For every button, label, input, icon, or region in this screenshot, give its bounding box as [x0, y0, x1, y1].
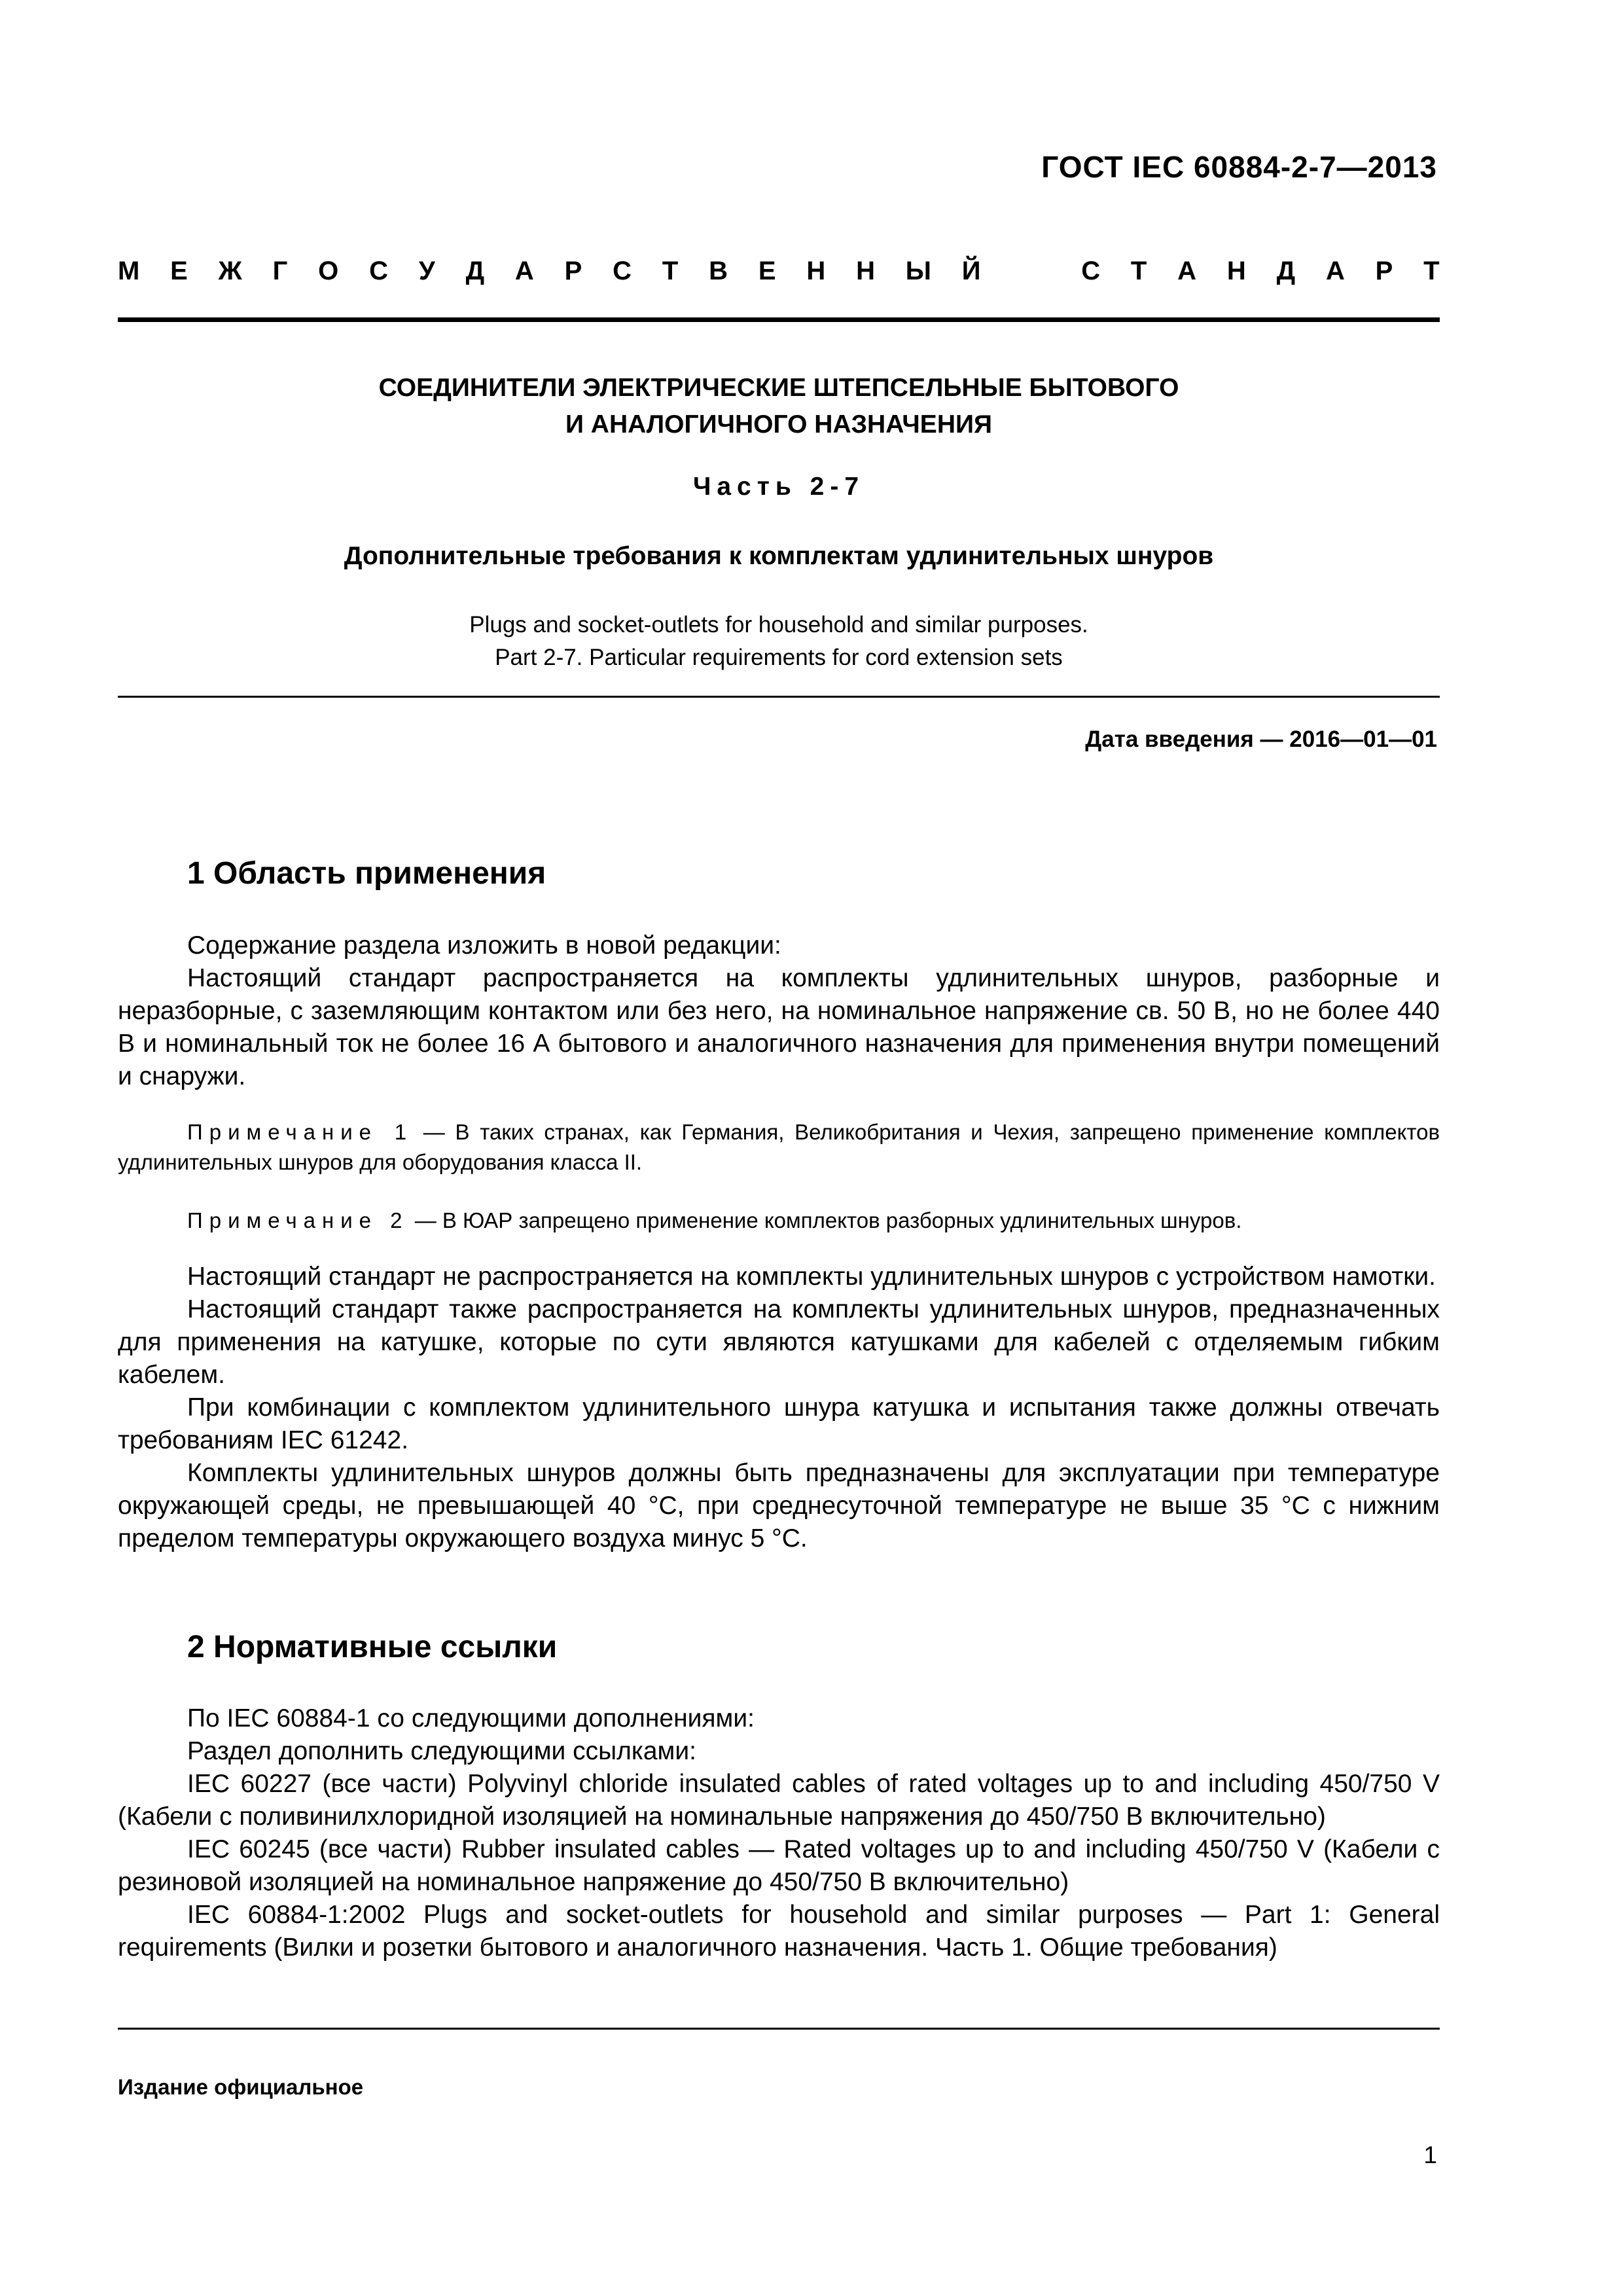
note-2	[118, 1206, 1440, 1236]
banner-letter: М	[118, 257, 140, 285]
banner-letter: В	[709, 257, 728, 285]
paragraph: IEC 60245 (все части) Rubber insulated cables — Rated voltages up to and including 450/750 V (Кабели с резиновой изоляцией на номинальное напряжение до 450/750 В включительно)	[118, 1835, 1440, 1896]
banner-letter: С	[369, 257, 389, 285]
section-1-body-continued	[118, 1261, 1440, 1555]
banner-letter: Т	[662, 257, 679, 285]
banner-letter: А	[1325, 257, 1345, 285]
section-2-heading: 2 Нормативные ссылки	[187, 1630, 558, 1664]
banner-letter: Е	[758, 257, 776, 285]
title-line-2: И АНАЛОГИЧНОГО НАЗНАЧЕНИЯ	[565, 410, 993, 439]
banner-letter: Р	[1375, 257, 1393, 285]
note-1	[118, 1117, 1440, 1177]
banner-letter: Т	[1130, 257, 1147, 285]
banner-letter: С	[613, 257, 632, 285]
footer-divider	[118, 2028, 1440, 2030]
note-label: Примечание 1	[187, 1120, 414, 1144]
paragraph: Настоящий стандарт не распространяется на комплекты удлинительных шнуров с устройством намотки.	[187, 1263, 1436, 1291]
part-label: Часть 2-7	[692, 473, 865, 501]
banner-word-gap	[1011, 257, 1050, 286]
official-edition-label: Издание официальное	[118, 2075, 364, 2099]
section-2-body	[118, 1702, 1440, 1964]
banner-letter: Й	[961, 257, 981, 285]
page-number: 1	[1423, 2142, 1437, 2168]
banner-letter: Ы	[905, 257, 931, 285]
banner-letter: У	[418, 257, 435, 285]
banner-letter: Т	[1423, 257, 1440, 285]
paragraph: По IEC 60884-1 со следующими дополнениями:	[187, 1704, 755, 1732]
banner-letter: Г	[272, 257, 288, 285]
banner-letter: Н	[1226, 257, 1246, 285]
banner-letter: О	[318, 257, 339, 285]
note-text: — В таких странах, как Германия, Великобритания и Чехия, запрещено применение комплектов удлинительных шнуров для оборудования класса II.	[118, 1120, 1440, 1174]
banner-letter: Е	[170, 257, 188, 285]
subtitle-english	[118, 609, 1440, 674]
paragraph: Настоящий стандарт распространяется на комплекты удлинительных шнуров, разборные и неразборные, с заземляющим контактом или без него, на номинальное напряжение св. 50 В, но не более 440 В и номинальный ток не более 16 А бытового и аналогичного назначения для применения внутри помещений и снаружи.	[118, 964, 1440, 1090]
banner-letter: Д	[1276, 257, 1296, 285]
banner-letter: Н	[856, 257, 875, 285]
document-number: ГОСТ IEC 60884-2-7—2013	[1041, 150, 1437, 184]
interstate-standard-banner	[118, 257, 1440, 286]
document-title	[118, 370, 1440, 443]
note-label: Примечание 2	[187, 1208, 409, 1232]
introduction-date: Дата введения — 2016—01—01	[1085, 726, 1437, 752]
banner-letter: Н	[806, 257, 826, 285]
section-1-body	[118, 929, 1440, 1093]
note-text: — В ЮАР запрещено применение комплектов разборных удлинительных шнуров.	[414, 1208, 1242, 1232]
paragraph: При комбинации с комплектом удлинительного шнура катушка и испытания также должны отвечать требованиям IEC 61242.	[118, 1393, 1440, 1454]
paragraph: IEC 60227 (все части) Polyvinyl chloride insulated cables of rated voltages up to and including 450/750 V (Кабели с поливинилхлоридной изоляцией на номинальные напряжения до 450/750 В включительно)	[118, 1770, 1440, 1831]
title-line-1: СОЕДИНИТЕЛИ ЭЛЕКТРИЧЕСКИЕ ШТЕПСЕЛЬНЫЕ БЫТОВОГО	[378, 374, 1179, 402]
paragraph: Комплекты удлинительных шнуров должны быть предназначены для эксплуатации при температуре окружающей среды, не превышающей 40 °С, при среднесуточной температуре не выше 35 °С с нижним пределом температуры окружающего воздуха минус 5 °С.	[118, 1459, 1440, 1552]
banner-letter: Д	[465, 257, 485, 285]
subtitle-english-line-2: Part 2-7. Particular requirements for cord extension sets	[495, 645, 1063, 670]
banner-letter: А	[514, 257, 534, 285]
paragraph: IEC 60884-1:2002 Plugs and socket-outlets for household and similar purposes — Part 1: General requirements (Вилки и розетки бытового и аналогичного назначения. Часть 1. Общие требования)	[118, 1901, 1440, 1962]
subtitle-russian: Дополнительные требования к комплектам удлинительных шнуров	[344, 542, 1214, 570]
title-divider	[118, 696, 1440, 698]
subtitle-english-line-1: Plugs and socket-outlets for household and similar purposes.	[469, 612, 1088, 637]
paragraph: Настоящий стандарт также распространяется на комплекты удлинительных шнуров, предназначенных для применения на катушке, которые по сути являются катушками для кабелей с отделяемым гибким кабелем.	[118, 1295, 1440, 1389]
banner-letter: С	[1081, 257, 1101, 285]
banner-letter: Ж	[218, 257, 242, 285]
header-divider	[118, 317, 1440, 322]
paragraph: Раздел дополнить следующими ссылками:	[187, 1737, 696, 1765]
banner-letter: Р	[564, 257, 582, 285]
banner-letter: А	[1177, 257, 1197, 285]
section-1-heading: 1 Область применения	[187, 856, 546, 891]
paragraph: Содержание раздела изложить в новой редакции:	[187, 931, 781, 960]
